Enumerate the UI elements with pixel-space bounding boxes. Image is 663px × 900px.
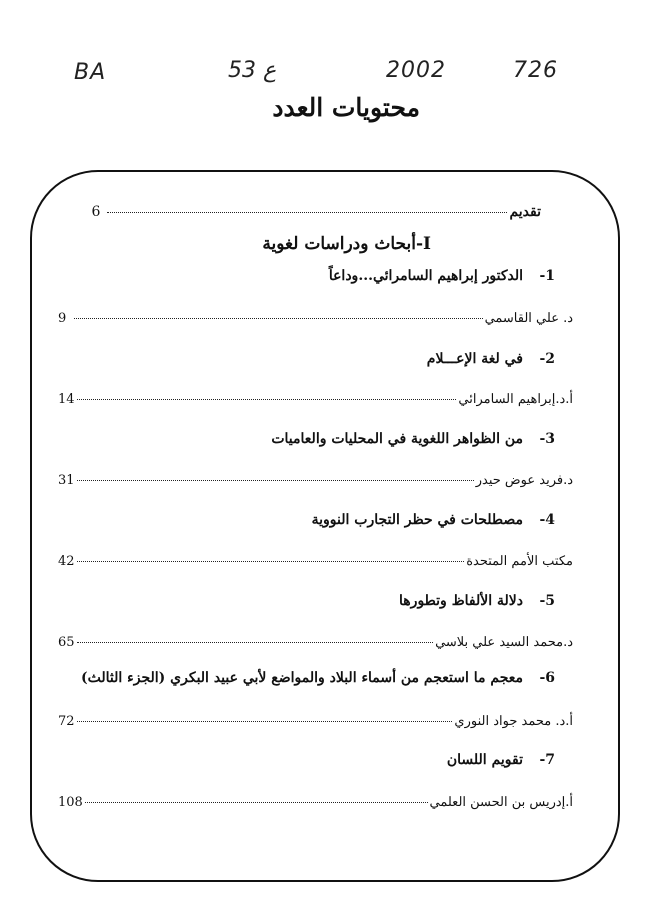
article-title-text: في لغة الإعـــلام [426, 351, 523, 367]
dot-leader [77, 560, 465, 562]
toc-entry[interactable] [58, 392, 573, 407]
author-name: أ.د.إبراهيم السامرائي [458, 392, 573, 407]
article-title[interactable] [399, 593, 555, 609]
article-title-text: الدكتور إبراهيم السامرائي...وداعاً [328, 268, 523, 284]
dot-leader [85, 801, 428, 803]
article-title[interactable] [329, 268, 555, 284]
dot-leader [77, 479, 474, 481]
article-number: 6- [539, 670, 555, 686]
article-number: 1- [539, 268, 555, 284]
article-title-text: من الظواهر اللغوية في المحليات والعاميات [271, 431, 523, 447]
article-title-text: مصطلحات في حظر التجارب النووية [311, 512, 523, 528]
handwritten-note-left: BA [74, 60, 107, 85]
section-heading: I-أبحاث ودراسات لغوية [262, 234, 431, 254]
author-name: أ.د. محمد جواد النوري [454, 714, 573, 729]
toc-entry[interactable] [58, 473, 573, 488]
article-title[interactable] [271, 431, 555, 447]
page-number: 31 [58, 473, 75, 488]
handwritten-note-year: 2002 [386, 58, 446, 83]
handwritten-note-right: 726 [513, 58, 558, 83]
article-number: 7- [539, 752, 555, 768]
author-name: مكتب الأمم المتحدة [466, 554, 573, 569]
author-name: د.فريد عوض حيدر [475, 473, 573, 488]
toc-entry-label: تقديم [509, 204, 541, 220]
article-title[interactable] [81, 670, 555, 686]
author-name: أ.إدريس بن الحسن العلمي [429, 795, 573, 810]
article-title-text: تقويم اللسان [446, 752, 523, 768]
page-number: 14 [58, 392, 75, 407]
article-title[interactable] [447, 752, 555, 768]
dot-leader [77, 641, 434, 643]
page-number: 108 [58, 795, 83, 810]
article-number: 5- [539, 593, 555, 609]
author-name: د.محمد السيد علي بلاسي [435, 635, 573, 650]
dot-leader [107, 211, 507, 213]
page-number: 65 [58, 635, 75, 650]
article-number: 2- [539, 351, 555, 367]
handwritten-note-middle: 53 ع [228, 58, 277, 83]
article-title-text: معجم ما استعجم من أسماء البلاد والمواضع لأبي عبيد البكري (الجزء الثالث) [81, 670, 523, 686]
toc-entry-intro[interactable] [58, 204, 541, 220]
dot-leader [74, 317, 483, 319]
article-number: 4- [539, 512, 555, 528]
article-number: 3- [539, 431, 555, 447]
toc-entry[interactable] [58, 554, 573, 569]
page-number: 6 [91, 204, 101, 220]
toc-entry[interactable] [58, 311, 573, 326]
page-number: 9 [58, 311, 67, 326]
dot-leader [77, 398, 457, 400]
toc-entry[interactable] [58, 795, 573, 810]
page-title: محتويات العدد [272, 93, 420, 122]
toc-entry[interactable] [58, 714, 573, 729]
page-number: 72 [58, 714, 75, 729]
page-number: 42 [58, 554, 75, 569]
article-title[interactable] [427, 351, 555, 367]
dot-leader [77, 720, 453, 722]
author-name: د. علي القاسمي [484, 311, 573, 326]
toc-entry[interactable] [58, 635, 573, 650]
article-title-text: دلالة الألفاظ وتطورها [399, 593, 523, 609]
article-title[interactable] [312, 512, 555, 528]
